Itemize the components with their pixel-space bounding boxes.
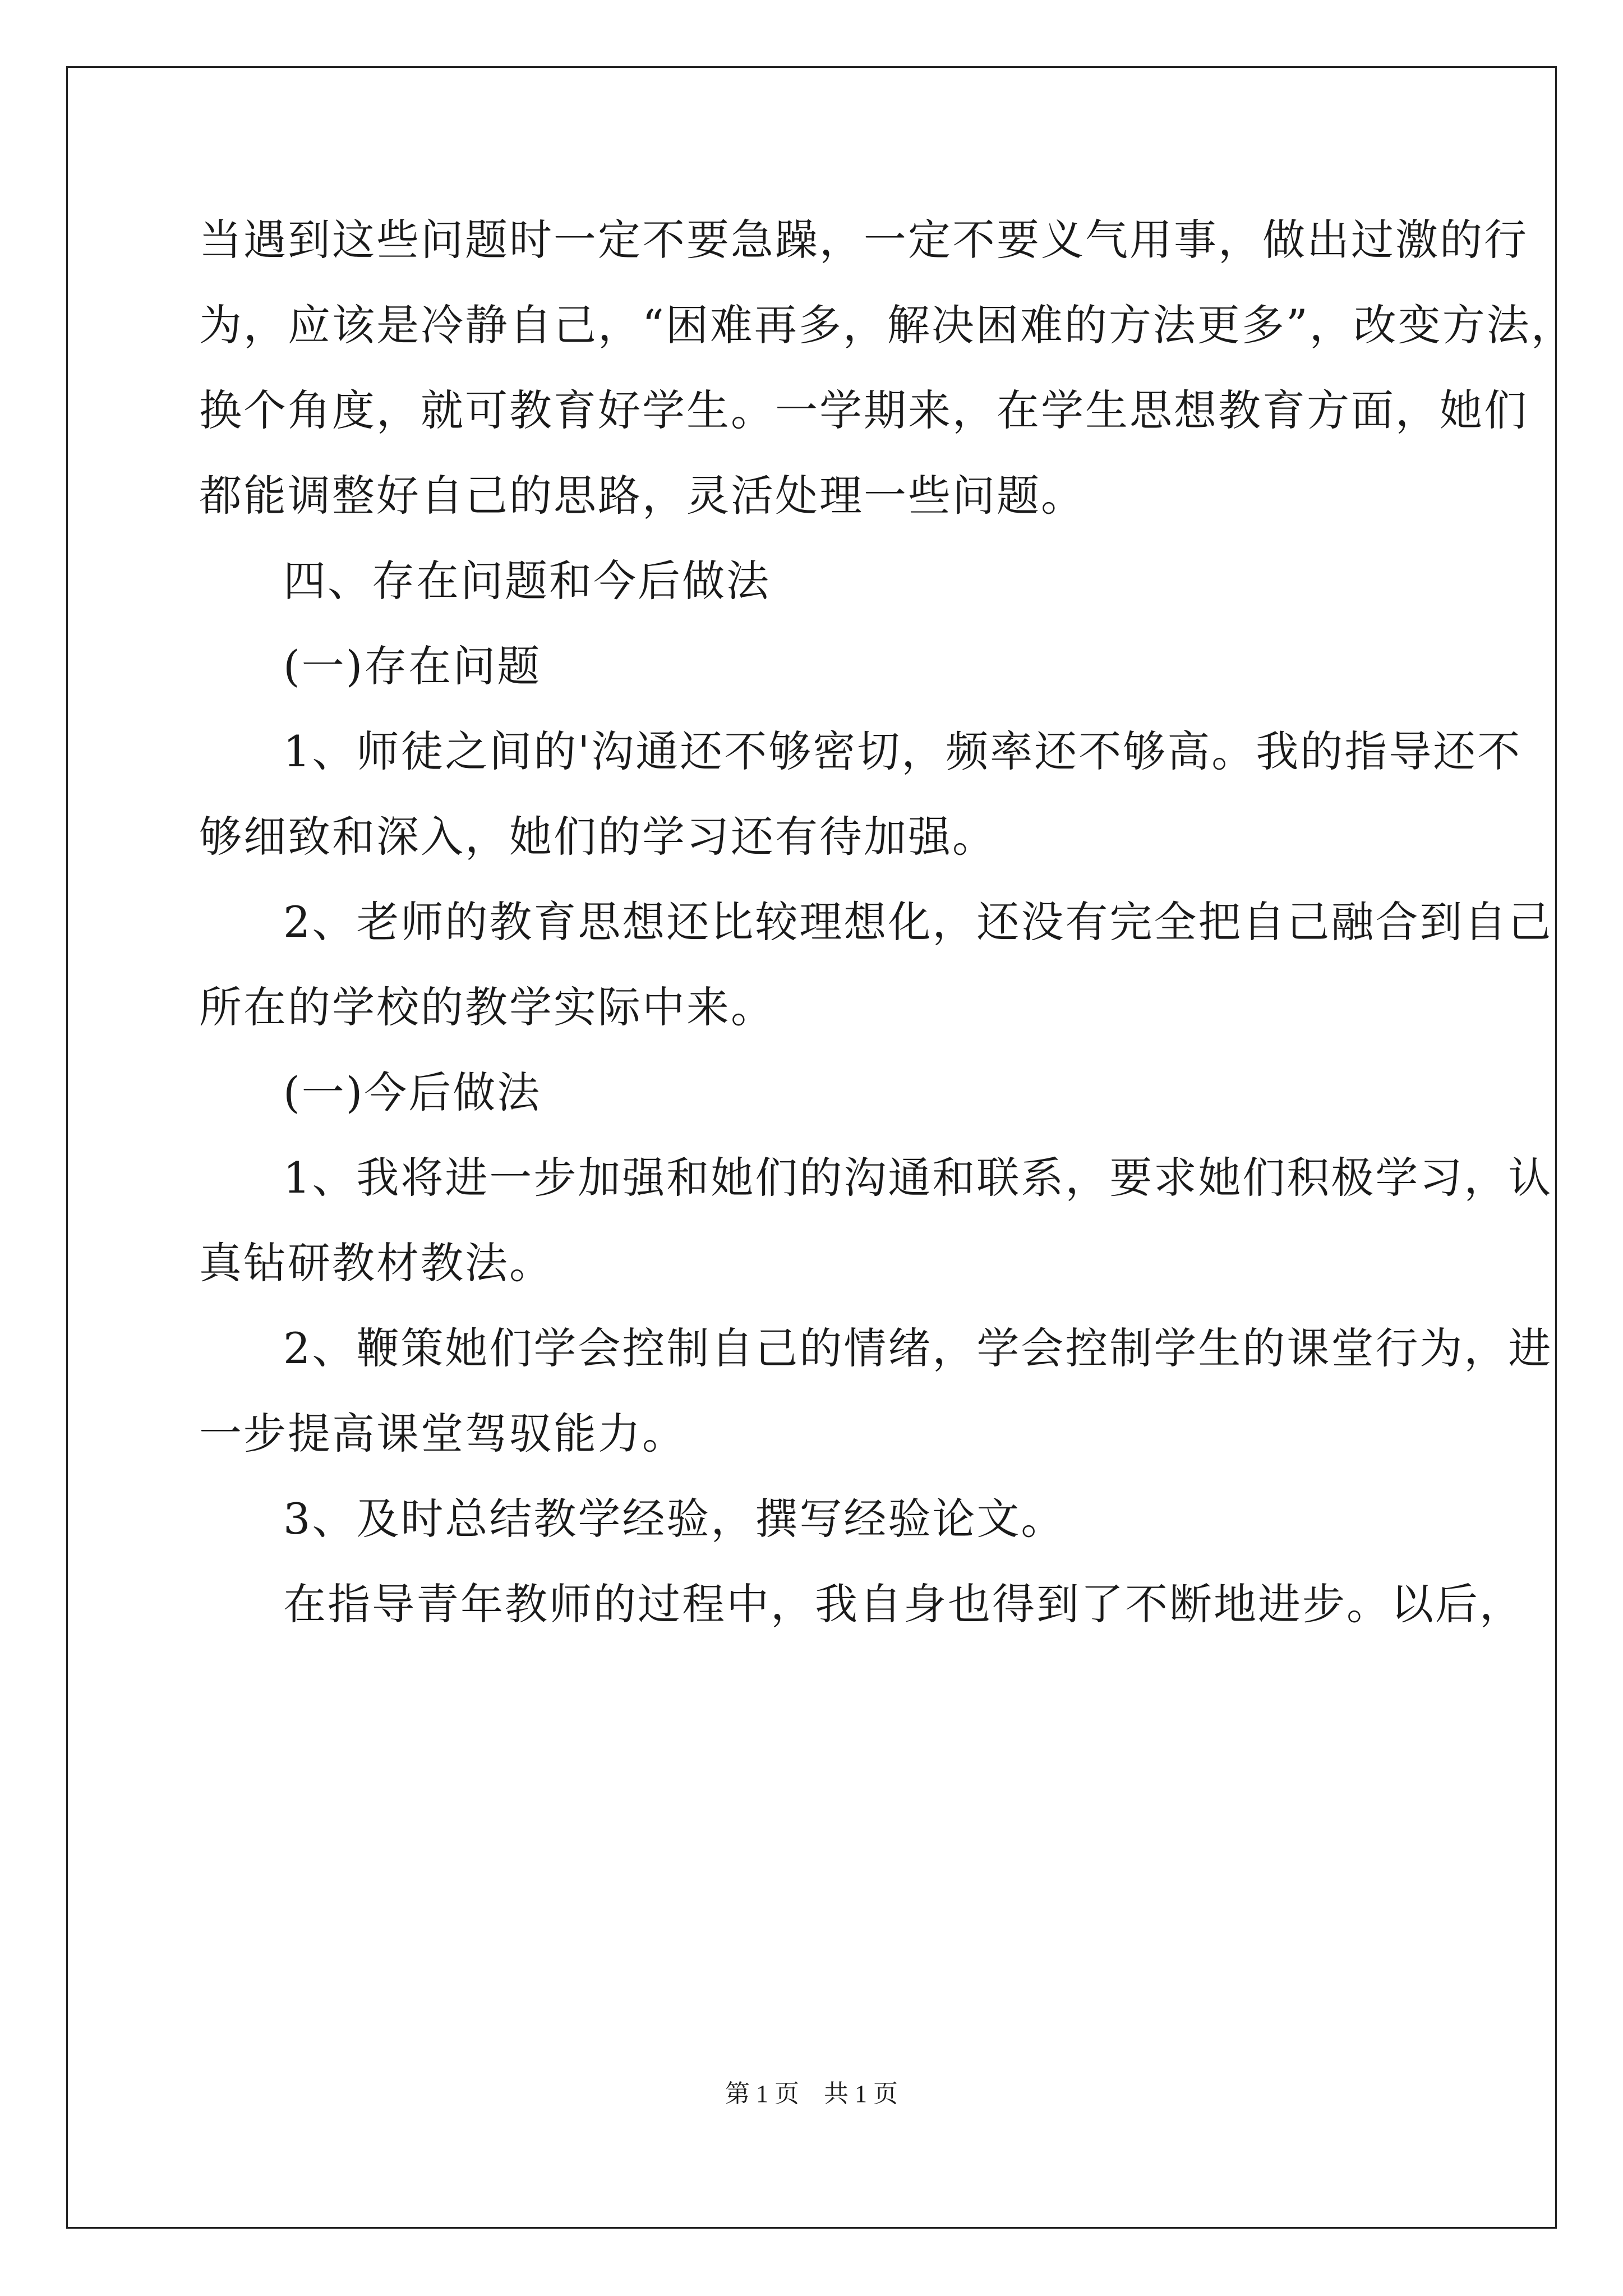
text-line: 为，应该是冷静自己，“困难再多，解决困难的方法更多”，改变方法，: [199, 300, 1575, 350]
text-line: 3、及时总结教学经验，撰写经验论文。: [283, 1494, 1066, 1544]
text-line: 够细致和深入，她们的学习还有待加强。: [199, 812, 997, 862]
subsection-heading: (一)存在问题: [283, 641, 542, 691]
subsection-heading: (一)今后做法: [283, 1068, 542, 1117]
text-line: 一步提高课堂驾驭能力。: [199, 1409, 686, 1458]
text-line: 真钻研教材教法。: [199, 1238, 554, 1288]
text-line: 换个角度，就可教育好学生。一学期来，在学生思想教育方面，她们: [199, 385, 1528, 435]
text-line: 1、我将进一步加强和她们的沟通和联系，要求她们积极学习，认: [283, 1153, 1553, 1203]
page-number: 第 1 页 共 1 页: [725, 2080, 898, 2108]
text-line: 在指导青年教师的过程中，我自身也得到了不断地进步。以后，: [283, 1579, 1524, 1629]
section-heading: 四、存在问题和今后做法: [283, 556, 771, 606]
text-line: 2、老师的教育思想还比较理想化，还没有完全把自己融合到自己: [283, 897, 1553, 947]
text-line: 2、鞭策她们学会控制自己的情绪，学会控制学生的课堂行为，进: [283, 1323, 1553, 1373]
text-line: 1、师徒之间的'沟通还不够密切，频率还不够高。我的指导还不: [283, 726, 1522, 776]
text-line: 都能调整好自己的思路，灵活处理一些问题。: [199, 471, 1085, 521]
text-line: 当遇到这些问题时一定不要急躁，一定不要义气用事，做出过激的行: [199, 215, 1528, 265]
text-line: 所在的学校的教学实际中来。: [199, 982, 775, 1032]
